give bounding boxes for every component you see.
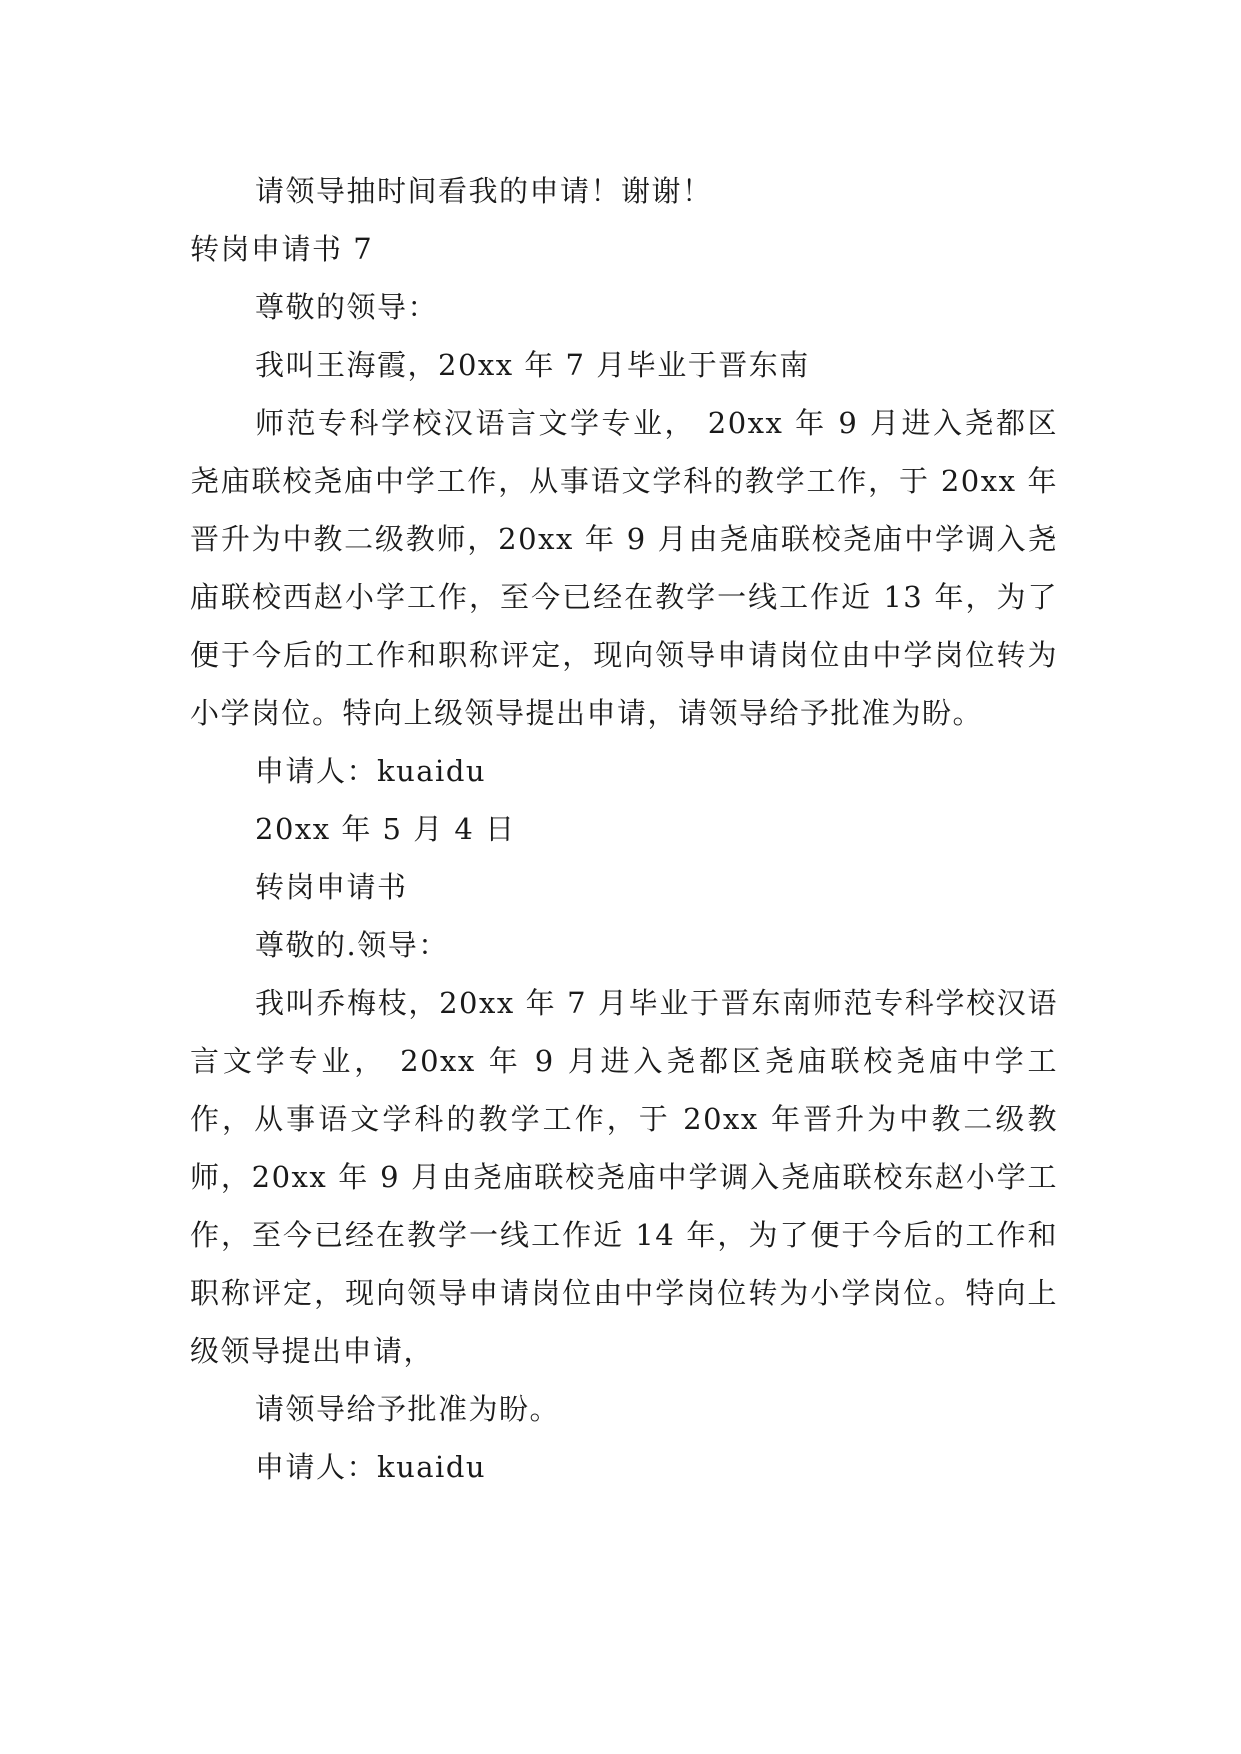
salutation: 尊敬的领导： — [255, 290, 439, 324]
section-title-7: 转岗申请书 7 — [190, 232, 374, 266]
body-paragraph-2: 我叫乔梅枝，20xx 年 7 月毕业于晋东南师范专科学校汉语言文学专业， 20xx 年 9 月进入尧都区尧庙联校尧庙中学工作，从事语文学科的教学工作，于 20xx 年晋升为中教二级教师，20xx 年 9 月由尧庙联校尧庙中学调入尧庙联校东赵小学工作，至今已经在教学一线工作近 14 年，为了便于今后的工作和职称评定，现向领导申请岗位由中学岗位转为小学岗位。特向上级领导提出申请， — [190, 986, 1058, 1368]
approval-request-line: 请领导给予批准为盼。 — [255, 1392, 561, 1426]
salutation-2: 尊敬的.领导： — [255, 928, 449, 962]
closing-request-line: 请领导抽时间看我的申请！谢谢！ — [255, 174, 713, 208]
applicant-line-2: 申请人：kuaidu — [255, 1450, 487, 1484]
intro-line: 我叫王海霞，20xx 年 7 月毕业于晋东南 — [255, 348, 810, 382]
section-title: 转岗申请书 — [255, 870, 408, 904]
applicant-line: 申请人：kuaidu — [255, 754, 487, 788]
body-paragraph: 师范专科学校汉语言文学专业， 20xx 年 9 月进入尧都区尧庙联校尧庙中学工作，从事语文学科的教学工作，于 20xx 年晋升为中教二级教师，20xx 年 9 月由尧庙联校尧庙中学调入尧庙联校西赵小学工作，至今已经在教学一线工作近 13 年，为了便于今后的工作和职称评定，现向领导申请岗位由中学岗位转为小学岗位。特向上级领导提出申请，请领导给予批准为盼。 — [190, 406, 1058, 730]
date-line: 20xx 年 5 月 4 日 — [255, 812, 516, 846]
document-body — [190, 162, 1058, 1496]
